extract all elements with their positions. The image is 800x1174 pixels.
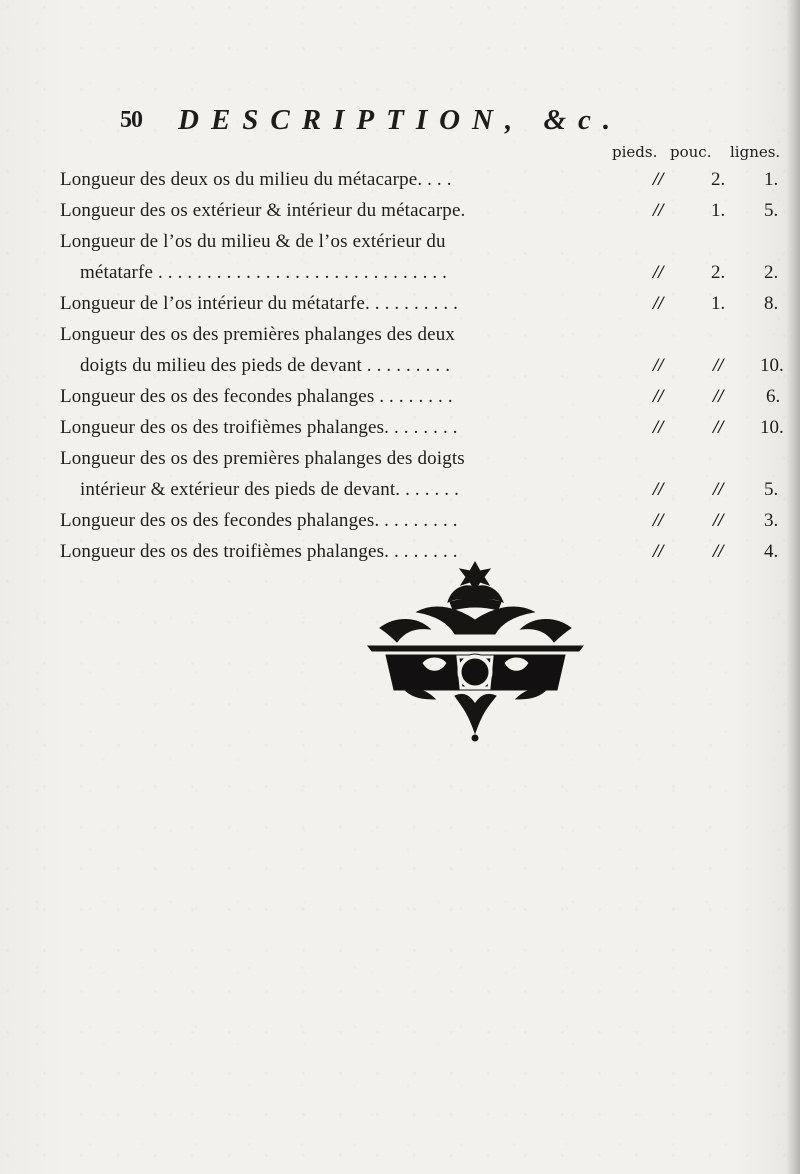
pouces-value: // (713, 479, 724, 500)
row-description: intérieur & extérieur des pieds de devant. . . . . . . (80, 479, 460, 500)
measurement-row (80, 352, 800, 380)
lignes-header: lignes. (730, 143, 781, 161)
pieds-value: // (653, 200, 664, 221)
measurement-row (60, 228, 800, 256)
pieds-header: pieds. (612, 143, 658, 161)
row-description: Longueur des os des fecondes phalanges . . . . . . . . (60, 386, 453, 407)
lignes-value: 1. (764, 169, 779, 190)
lignes-value: 5. (764, 200, 779, 221)
pieds-value: // (653, 262, 664, 283)
pieds-value: // (653, 169, 664, 190)
lignes-value: 10. (760, 355, 784, 376)
pouces-value: // (713, 541, 724, 562)
crown-ornament-icon (366, 559, 585, 742)
lignes-value: 6. (766, 386, 781, 407)
pouces-value: 2. (711, 169, 726, 190)
lignes-value: 10. (760, 417, 784, 438)
measurement-row (80, 476, 800, 504)
pouces-value: // (713, 386, 724, 407)
page-header (120, 104, 710, 144)
pieds-value: // (653, 541, 664, 562)
measurement-row (60, 197, 800, 225)
measurement-row (80, 259, 800, 287)
lignes-value: 2. (764, 262, 779, 283)
row-description: Longueur des deux os du milieu du métacarpe. . . . (60, 169, 452, 190)
row-description: Longueur des os extérieur & intérieur du métacarpe. (60, 200, 466, 221)
pouces-value: 2. (711, 262, 726, 283)
lignes-value: 4. (764, 541, 779, 562)
pieds-value: // (653, 355, 664, 376)
pouces-value: // (713, 510, 724, 531)
page-number: 50 (120, 107, 142, 133)
row-description: Longueur de l’os du milieu & de l’os extérieur du (60, 231, 446, 252)
pieds-value: // (653, 479, 664, 500)
pieds-value: // (653, 293, 664, 314)
lignes-value: 5. (764, 479, 779, 500)
measurement-column-headers (612, 143, 787, 165)
row-description: Longueur des os des troifièmes phalanges. . . . . . . . (60, 417, 458, 438)
lignes-value: 8. (764, 293, 779, 314)
row-description: Longueur des os des premières phalanges des deux (60, 324, 456, 345)
pouces-value: 1. (711, 200, 726, 221)
measurement-row (60, 507, 800, 535)
pouces-header: pouc. (670, 143, 712, 161)
lignes-value: 3. (764, 510, 779, 531)
measurement-row (60, 321, 800, 349)
measurement-row (60, 166, 800, 194)
pieds-value: // (653, 386, 664, 407)
measurement-row (60, 445, 800, 473)
row-description: Longueur des os des fecondes phalanges. . . . . . . . . (60, 510, 458, 531)
measurement-row (60, 414, 800, 442)
measurement-row (60, 290, 800, 318)
pouces-value: // (713, 355, 724, 376)
row-description: métatarfe . . . . . . . . . . . . . . . . . . . . . . . . . . . . . . (80, 262, 448, 283)
row-description: Longueur des os des troifièmes phalanges. . . . . . . . (60, 541, 458, 562)
pieds-value: // (653, 417, 664, 438)
pouces-value: // (713, 417, 724, 438)
pieds-value: // (653, 510, 664, 531)
row-description: Longueur des os des premières phalanges des doigts (60, 448, 465, 469)
row-description: doigts du milieu des pieds de devant . . . . . . . . . (80, 355, 451, 376)
running-title: DESCRIPTION, &c. (178, 104, 623, 136)
row-description: Longueur de l’os intérieur du métatarfe. . . . . . . . . . (60, 293, 459, 314)
pouces-value: 1. (711, 293, 726, 314)
measurement-row (60, 383, 800, 411)
